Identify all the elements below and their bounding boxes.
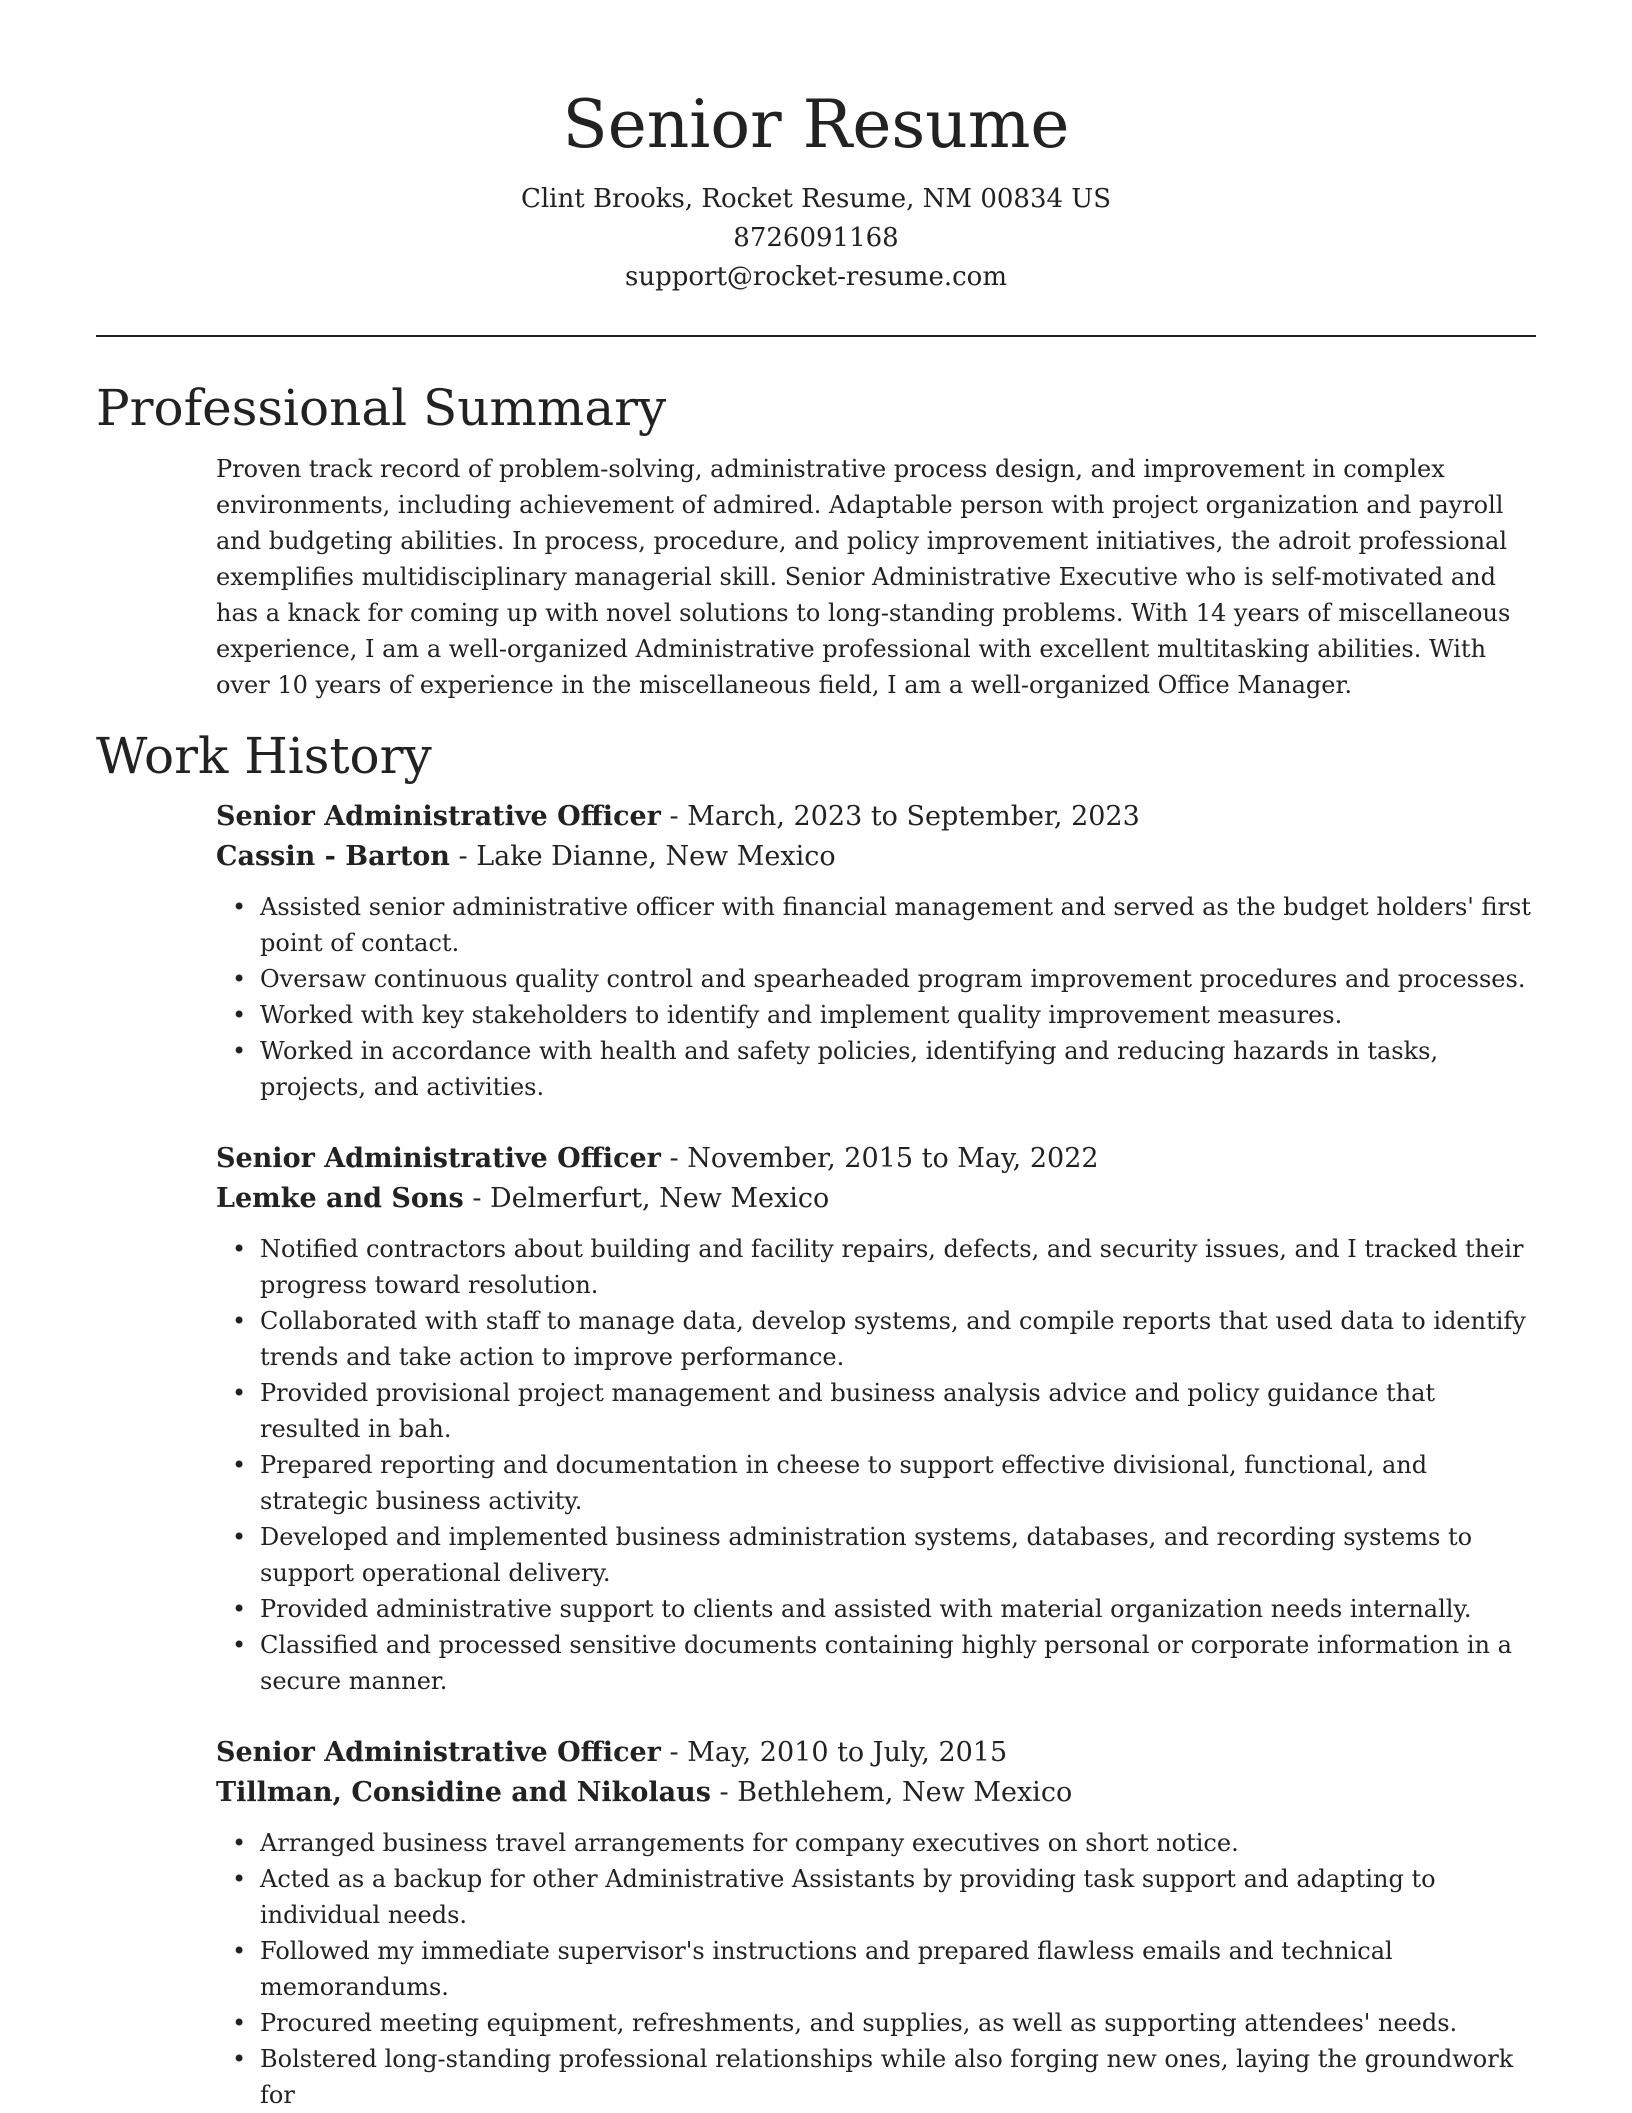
job-bullet-text: Worked with key stakeholders to identify and implement quality improvement measures. bbox=[260, 1001, 1343, 1029]
summary-text: Proven track record of problem-solving, administrative process design, and improvement in complex environments, including achievement of admired. Adaptable person with project organization and payroll and budgeting abilities. In process, procedure, and policy improvement initiatives, the adroit professional exemplifies multidisciplinary managerial skill. Senior Administrative Executive who is self-motivated and has a knack for coming up with novel solutions to long-standing problems. With 14 years of miscellaneous experience, I am a well-organized Administrative professional with excellent multitasking abilities. With over 10 years of experience in the miscellaneous field, I am a well-organized Office Manager. bbox=[216, 455, 1511, 699]
job-bullet bbox=[232, 2041, 1536, 2113]
job-bullet-text: Oversaw continuous quality control and spearheaded program improvement procedures and processes. bbox=[260, 965, 1526, 993]
contact-email: support@rocket-resume.com bbox=[624, 262, 1007, 292]
contact-block bbox=[96, 180, 1536, 297]
job-company-line bbox=[216, 837, 1536, 877]
bullet-dot-icon: • bbox=[232, 1379, 247, 1407]
job-entry bbox=[216, 797, 1536, 1105]
job-company: Cassin - Barton bbox=[216, 841, 450, 872]
bullet-dot-icon: • bbox=[232, 1235, 247, 1263]
job-bullet bbox=[232, 961, 1536, 997]
header-divider bbox=[96, 335, 1536, 337]
job-company: Tillman, Considine and Nikolaus bbox=[216, 1777, 711, 1808]
bullet-dot-icon: • bbox=[232, 1631, 247, 1659]
contact-address: Clint Brooks, Rocket Resume, NM 00834 US bbox=[520, 184, 1112, 214]
job-bullet-text: Acted as a backup for other Administrative Assistants by providing task support and adapting to individual needs. bbox=[260, 1865, 1436, 1929]
bullet-dot-icon: • bbox=[232, 2009, 247, 2037]
job-bullet bbox=[232, 1861, 1536, 1933]
bullet-dot-icon: • bbox=[232, 1523, 247, 1551]
resume-title: Senior Resume bbox=[562, 86, 1070, 163]
resume-header bbox=[96, 0, 1536, 297]
job-bullet bbox=[232, 1519, 1536, 1591]
job-title-line bbox=[216, 797, 1536, 837]
job-bullet bbox=[232, 2005, 1536, 2041]
job-title: Senior Administrative Officer bbox=[216, 1737, 661, 1768]
bullet-dot-icon: • bbox=[232, 1829, 247, 1857]
job-title-line bbox=[216, 1139, 1536, 1179]
summary-heading: Professional Summary bbox=[96, 379, 667, 437]
bullet-dot-icon: • bbox=[232, 1451, 247, 1479]
resume-page bbox=[96, 0, 1536, 2113]
bullet-dot-icon: • bbox=[232, 2045, 247, 2073]
bullet-dot-icon: • bbox=[232, 1595, 247, 1623]
job-bullet-text: Worked in accordance with health and safety policies, identifying and reducing hazards in tasks, projects, and activities. bbox=[260, 1037, 1439, 1101]
job-dates: - November, 2015 to May, 2022 bbox=[660, 1143, 1099, 1174]
work-history-heading: Work History bbox=[96, 727, 432, 785]
job-dates: - March, 2023 to September, 2023 bbox=[660, 801, 1140, 832]
job-bullets bbox=[216, 1825, 1536, 2113]
job-location: - Delmerfurt, New Mexico bbox=[463, 1183, 830, 1214]
job-entry bbox=[216, 1733, 1536, 2113]
job-bullet bbox=[232, 1231, 1536, 1303]
job-bullet-text: Classified and processed sensitive documents containing highly personal or corporate information in a secure manner. bbox=[260, 1631, 1512, 1695]
bullet-dot-icon: • bbox=[232, 1001, 247, 1029]
job-bullet bbox=[232, 1033, 1536, 1105]
job-company-line bbox=[216, 1179, 1536, 1219]
job-title: Senior Administrative Officer bbox=[216, 1143, 661, 1174]
job-bullet-text: Developed and implemented business administration systems, databases, and recording systems to support operational delivery. bbox=[260, 1523, 1473, 1587]
job-bullet bbox=[232, 1627, 1536, 1699]
job-bullet-text: Collaborated with staff to manage data, develop systems, and compile reports that used data to identify trends and take action to improve performance. bbox=[260, 1307, 1526, 1371]
job-bullet-text: Assisted senior administrative officer with financial management and served as the budget holders' first point of contact. bbox=[260, 893, 1531, 957]
job-bullet-text: Arranged business travel arrangements for company executives on short notice. bbox=[260, 1829, 1239, 1857]
contact-phone: 8726091168 bbox=[733, 223, 899, 253]
job-bullet-text: Bolstered long-standing professional relationships while also forging new ones, laying the groundwork for bbox=[260, 2045, 1514, 2109]
job-bullet bbox=[232, 1825, 1536, 1861]
job-title-line bbox=[216, 1733, 1536, 1773]
job-bullet bbox=[232, 997, 1536, 1033]
job-company: Lemke and Sons bbox=[216, 1183, 464, 1214]
job-company-line bbox=[216, 1773, 1536, 1813]
job-bullet-text: Provided administrative support to clients and assisted with material organization needs internally. bbox=[260, 1595, 1472, 1623]
job-bullets bbox=[216, 889, 1536, 1105]
bullet-dot-icon: • bbox=[232, 1037, 247, 1065]
job-dates: - May, 2010 to July, 2015 bbox=[660, 1737, 1008, 1768]
job-bullet-text: Prepared reporting and documentation in cheese to support effective divisional, functional, and strategic business activity. bbox=[260, 1451, 1428, 1515]
bullet-dot-icon: • bbox=[232, 1937, 247, 1965]
bullet-dot-icon: • bbox=[232, 1307, 247, 1335]
job-location: - Bethlehem, New Mexico bbox=[710, 1777, 1073, 1808]
bullet-dot-icon: • bbox=[232, 1865, 247, 1893]
job-bullet bbox=[232, 1591, 1536, 1627]
job-bullets bbox=[216, 1231, 1536, 1699]
job-bullet bbox=[232, 1375, 1536, 1447]
job-bullet-text: Followed my immediate supervisor's instructions and prepared flawless emails and technical memorandums. bbox=[260, 1937, 1393, 2001]
job-bullet bbox=[232, 1933, 1536, 2005]
job-bullet bbox=[232, 1447, 1536, 1519]
job-title: Senior Administrative Officer bbox=[216, 801, 661, 832]
job-bullet-text: Procured meeting equipment, refreshments, and supplies, as well as supporting attendees' needs. bbox=[260, 2009, 1458, 2037]
job-bullet bbox=[232, 1303, 1536, 1375]
job-location: - Lake Dianne, New Mexico bbox=[449, 841, 836, 872]
job-bullet-text: Provided provisional project management and business analysis advice and policy guidance that resulted in bah. bbox=[260, 1379, 1436, 1443]
bullet-dot-icon: • bbox=[232, 893, 247, 921]
job-bullet bbox=[232, 889, 1536, 961]
job-bullet-text: Notified contractors about building and facility repairs, defects, and security issues, and I tracked their progress toward resolution. bbox=[260, 1235, 1524, 1299]
bullet-dot-icon: • bbox=[232, 965, 247, 993]
job-entry bbox=[216, 1139, 1536, 1699]
